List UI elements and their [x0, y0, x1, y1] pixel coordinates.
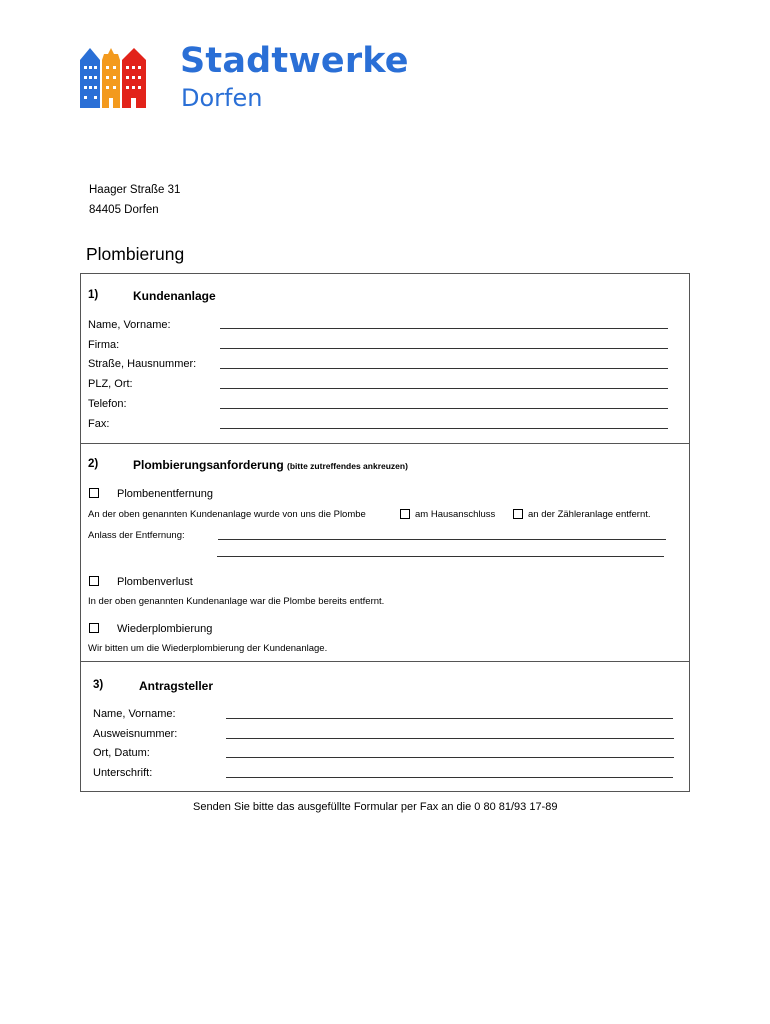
section-hint: (bitte zutreffendes ankreuzen) — [287, 461, 408, 471]
id-number-field[interactable] — [226, 738, 674, 739]
address-city: 84405 Dorfen — [89, 204, 159, 216]
field-label: Firma: — [88, 339, 120, 351]
field-label: Straße, Hausnummer: — [88, 358, 197, 370]
section-title-text: Plombierungsanforderung — [133, 458, 284, 472]
page-title: Plombierung — [86, 244, 185, 264]
field-label: Name, Vorname: — [88, 319, 171, 331]
section-title — [133, 459, 408, 471]
zip-city-field[interactable] — [220, 388, 668, 389]
option-label: Wiederplombierung — [117, 623, 213, 635]
field-label: Ausweisnummer: — [93, 728, 178, 740]
phone-field[interactable] — [220, 408, 668, 409]
section-number: 1) — [88, 289, 99, 301]
reason-label: Anlass der Entfernung: — [88, 530, 185, 541]
field-label: PLZ, Ort: — [88, 378, 133, 390]
option-label: Plombenentfernung — [117, 488, 214, 500]
checkbox-zaehleranlage[interactable] — [513, 509, 523, 519]
checkbox-plombenentfernung[interactable] — [89, 488, 99, 498]
logo-city: Dorfen — [181, 84, 263, 112]
field-label: Fax: — [88, 418, 110, 430]
option-description: In der oben genannten Kundenanlage war die Plombe bereits entfernt. — [88, 596, 385, 607]
section-title: Kundenanlage — [133, 289, 216, 303]
reason-field-line-1[interactable] — [218, 539, 666, 540]
section-title: Antragsteller — [139, 679, 214, 693]
street-field[interactable] — [220, 368, 668, 369]
option-description: Wir bitten um die Wiederplombierung der Kundenanlage. — [88, 643, 328, 654]
name-field[interactable] — [220, 328, 668, 329]
section-number: 2) — [88, 458, 99, 470]
field-label: Telefon: — [88, 398, 127, 410]
logo-wordmark: Stadtwerke — [180, 41, 409, 81]
checkbox-wiederplombierung[interactable] — [89, 623, 99, 633]
logo-houses-icon — [80, 46, 166, 108]
choice-label: am Hausanschluss — [415, 509, 496, 520]
checkbox-hausanschluss[interactable] — [400, 509, 410, 519]
place-date-field[interactable] — [226, 757, 674, 758]
field-label: Unterschrift: — [93, 767, 153, 779]
signature-field[interactable] — [226, 777, 673, 778]
company-field[interactable] — [220, 348, 668, 349]
section-number: 3) — [93, 679, 104, 691]
applicant-name-field[interactable] — [226, 718, 673, 719]
checkbox-plombenverlust[interactable] — [89, 576, 99, 586]
reason-field-line-2[interactable] — [217, 556, 664, 557]
option-label: Plombenverlust — [117, 576, 193, 588]
fax-field[interactable] — [220, 428, 668, 429]
address-street: Haager Straße 31 — [89, 184, 181, 196]
field-label: Ort, Datum: — [93, 747, 150, 759]
fax-instruction: Senden Sie bitte das ausgefüllte Formular per Fax an die 0 80 81/93 17-89 — [193, 801, 558, 813]
field-label: Name, Vorname: — [93, 708, 176, 720]
option-description: An der oben genannten Kundenanlage wurde von uns die Plombe — [88, 509, 366, 520]
choice-label: an der Zähleranlage entfernt. — [528, 509, 651, 520]
